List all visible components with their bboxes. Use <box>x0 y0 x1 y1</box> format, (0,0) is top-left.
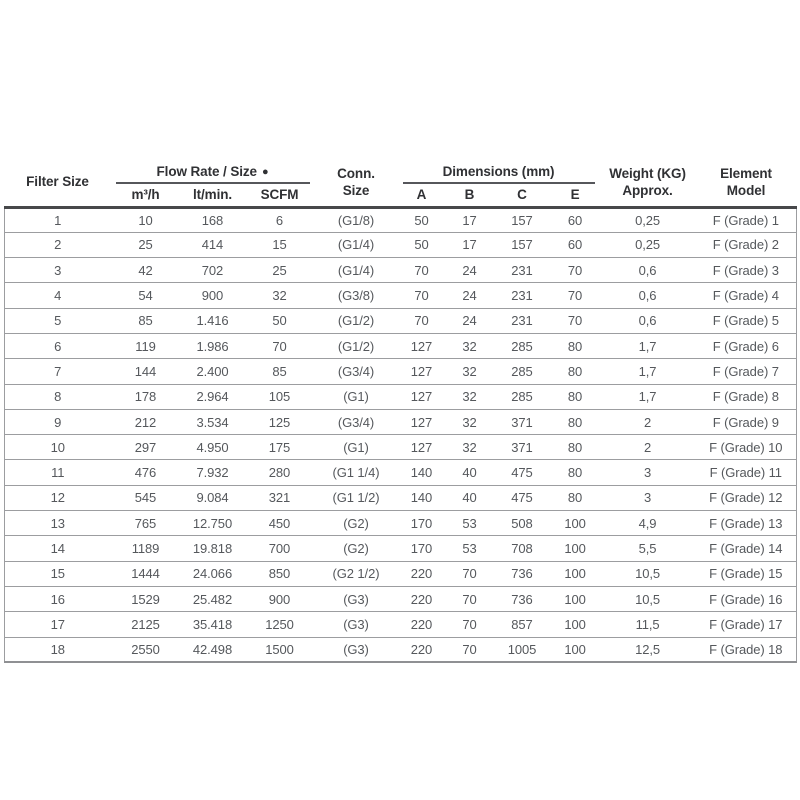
cell-filter-size: 15 <box>50 566 65 582</box>
weight-label-line2: Approx. <box>622 182 673 198</box>
cell-dim-e: 70 <box>567 288 583 304</box>
cell-dim-a: 220 <box>410 641 433 657</box>
cell-element-model: F (Grade) 6 <box>712 338 779 354</box>
cell-filter-size: 10 <box>50 439 65 455</box>
cell-weight-kg: 1,7 <box>638 389 657 405</box>
cell-flow-lt-min: 900 <box>201 288 224 304</box>
cell-flow-lt-min: 168 <box>201 212 224 228</box>
cell-dim-c: 736 <box>511 591 533 607</box>
cell-dim-c: 708 <box>511 541 533 556</box>
col-header-dim-b: B <box>464 187 475 203</box>
table-row <box>5 586 797 611</box>
cell-flow-scfm: 6 <box>275 212 284 228</box>
cell-dim-b: 40 <box>462 490 477 506</box>
cell-dim-b: 24 <box>462 313 477 329</box>
cell-weight-kg: 0,6 <box>638 313 657 329</box>
flow-rate-label: Flow Rate / Size <box>156 164 257 179</box>
cell-conn-size: (G1 1/2) <box>332 490 380 506</box>
cell-flow-m3h: 25 <box>138 237 153 253</box>
table-row <box>5 460 797 485</box>
cell-filter-size: 6 <box>54 338 62 354</box>
cell-element-model: F (Grade) 18 <box>709 641 783 657</box>
cell-element-model: F (Grade) 14 <box>709 541 783 556</box>
conn-size-label-line2: Size <box>342 182 370 198</box>
cell-weight-kg: 10,5 <box>635 591 660 607</box>
cell-filter-size: 17 <box>50 616 65 632</box>
cell-dim-c: 475 <box>511 465 533 481</box>
cell-weight-kg: 3 <box>643 490 652 506</box>
cell-dim-e: 100 <box>564 566 586 582</box>
cell-flow-scfm: 50 <box>272 313 287 329</box>
cell-element-model: F (Grade) 1 <box>712 212 779 228</box>
cell-dim-c: 157 <box>511 237 533 253</box>
element-model-label-line2: Model <box>726 182 766 198</box>
cell-flow-m3h: 545 <box>134 490 157 506</box>
cell-dim-e: 80 <box>567 490 583 506</box>
cell-dim-b: 32 <box>462 338 477 354</box>
cell-flow-scfm: 700 <box>268 541 291 556</box>
cell-weight-kg: 2 <box>643 439 652 455</box>
cell-dim-e: 70 <box>567 313 583 329</box>
cell-dim-c: 371 <box>511 439 533 455</box>
cell-element-model: F (Grade) 4 <box>712 288 779 304</box>
table-row <box>5 283 797 308</box>
cell-dim-e: 100 <box>564 541 586 556</box>
cell-dim-c: 736 <box>511 566 533 582</box>
col-header-weight <box>600 158 696 207</box>
cell-dim-a: 127 <box>410 338 433 354</box>
table-row <box>5 333 797 358</box>
cell-weight-kg: 11,5 <box>635 616 660 632</box>
cell-conn-size: (G1/4) <box>337 237 375 253</box>
cell-conn-size: (G1 1/4) <box>332 465 380 481</box>
cell-dim-b: 32 <box>462 414 477 430</box>
cell-element-model: F (Grade) 7 <box>712 363 779 379</box>
cell-dim-c: 508 <box>511 515 533 531</box>
cell-element-model: F (Grade) 13 <box>709 515 783 531</box>
cell-dim-b: 53 <box>462 541 477 556</box>
cell-dim-e: 100 <box>564 641 586 657</box>
table-row <box>5 511 797 536</box>
cell-flow-scfm: 15 <box>272 237 287 253</box>
cell-filter-size: 8 <box>54 389 62 405</box>
cell-dim-a: 220 <box>410 616 433 632</box>
cell-flow-lt-min: 3.534 <box>196 414 229 430</box>
cell-flow-lt-min: 1.986 <box>196 338 229 354</box>
cell-weight-kg: 4,9 <box>638 515 657 531</box>
cell-flow-lt-min: 12.750 <box>192 515 233 531</box>
table-body <box>5 207 797 662</box>
table-row <box>5 258 797 283</box>
col-header-scfm: SCFM <box>260 187 299 203</box>
table-row <box>5 384 797 409</box>
cell-flow-m3h: 1189 <box>131 541 160 556</box>
cell-flow-lt-min: 2.964 <box>196 389 229 405</box>
cell-conn-size: (G1/2) <box>337 313 375 329</box>
table-row <box>5 637 797 662</box>
cell-dim-e: 60 <box>567 212 583 228</box>
cell-conn-size: (G1/4) <box>337 262 375 278</box>
cell-weight-kg: 0,25 <box>635 212 660 228</box>
cell-element-model: F (Grade) 11 <box>709 465 782 481</box>
cell-dim-e: 80 <box>567 414 583 430</box>
cell-dim-b: 24 <box>462 262 477 278</box>
cell-weight-kg: 3 <box>643 465 652 481</box>
cell-dim-b: 17 <box>462 212 477 228</box>
cell-flow-m3h: 10 <box>138 212 153 228</box>
cell-dim-b: 17 <box>462 237 477 253</box>
cell-conn-size: (G1) <box>343 439 369 455</box>
cell-flow-scfm: 900 <box>268 591 291 607</box>
cell-flow-m3h: 212 <box>134 414 157 430</box>
table-row <box>5 435 797 460</box>
cell-dim-b: 40 <box>462 465 477 481</box>
cell-flow-m3h: 178 <box>134 389 157 405</box>
cell-flow-lt-min: 4.950 <box>196 439 229 455</box>
element-model-label-line1: Element <box>720 165 772 181</box>
table-row <box>5 207 797 232</box>
cell-dim-c: 857 <box>511 616 533 632</box>
cell-dim-b: 70 <box>462 641 477 657</box>
cell-dim-e: 100 <box>564 616 586 632</box>
col-header-element-model <box>696 158 797 207</box>
cell-dim-b: 32 <box>462 389 477 405</box>
col-header-m3h: m³/h <box>131 187 160 203</box>
cell-conn-size: (G1) <box>343 389 369 405</box>
filter-spec-table <box>4 158 797 663</box>
cell-element-model: F (Grade) 15 <box>709 566 783 582</box>
cell-dim-c: 285 <box>511 338 533 354</box>
cell-flow-lt-min: 2.400 <box>196 363 229 379</box>
cell-conn-size: (G1/8) <box>337 212 375 228</box>
cell-dim-a: 70 <box>414 288 429 304</box>
conn-size-label-line1: Conn. <box>337 165 375 181</box>
cell-flow-scfm: 125 <box>268 414 291 430</box>
table-row <box>5 485 797 510</box>
dimensions-group-label <box>403 164 595 184</box>
col-header-dim-c: C <box>517 187 527 203</box>
cell-dim-e: 60 <box>567 237 583 253</box>
cell-filter-size: 3 <box>54 262 62 278</box>
cell-flow-lt-min: 35.418 <box>192 616 233 632</box>
cell-dim-e: 80 <box>567 465 583 481</box>
cell-conn-size: (G3) <box>343 591 369 607</box>
table-row <box>5 561 797 586</box>
cell-flow-scfm: 70 <box>272 338 287 354</box>
cell-flow-m3h: 54 <box>138 288 153 304</box>
cell-filter-size: 14 <box>50 541 65 556</box>
cell-filter-size: 9 <box>54 414 62 430</box>
cell-conn-size: (G2) <box>343 515 369 531</box>
cell-weight-kg: 10,5 <box>635 566 660 582</box>
cell-dim-e: 80 <box>567 389 583 405</box>
cell-dim-a: 140 <box>410 490 433 506</box>
col-group-flow-rate <box>111 158 315 184</box>
cell-element-model: F (Grade) 2 <box>712 237 779 253</box>
cell-flow-scfm: 175 <box>268 439 291 455</box>
cell-dim-a: 70 <box>414 262 429 278</box>
cell-flow-lt-min: 1.416 <box>196 313 229 329</box>
cell-weight-kg: 1,7 <box>638 363 657 379</box>
cell-filter-size: 18 <box>50 641 65 657</box>
cell-flow-m3h: 476 <box>134 465 157 481</box>
cell-dim-a: 127 <box>410 389 433 405</box>
cell-dim-a: 220 <box>410 591 433 607</box>
cell-element-model: F (Grade) 5 <box>712 313 779 329</box>
cell-flow-scfm: 850 <box>268 566 291 582</box>
cell-conn-size: (G3/8) <box>337 288 375 304</box>
cell-filter-size: 11 <box>51 465 65 481</box>
cell-flow-scfm: 105 <box>268 389 291 405</box>
cell-dim-a: 127 <box>410 439 433 455</box>
cell-conn-size: (G2) <box>343 541 369 556</box>
cell-flow-lt-min: 414 <box>201 237 224 253</box>
cell-conn-size: (G3) <box>343 641 369 657</box>
cell-dim-e: 80 <box>567 439 583 455</box>
cell-dim-a: 170 <box>410 515 433 531</box>
cell-filter-size: 7 <box>54 363 62 379</box>
cell-flow-m3h: 42 <box>138 262 153 278</box>
cell-filter-size: 12 <box>50 490 65 506</box>
cell-flow-scfm: 321 <box>268 490 291 506</box>
cell-dim-a: 170 <box>410 541 433 556</box>
col-header-dim-a: A <box>416 187 427 203</box>
cell-dim-e: 80 <box>567 363 583 379</box>
table-row <box>5 409 797 434</box>
cell-flow-scfm: 1500 <box>265 641 294 657</box>
cell-dim-c: 231 <box>511 288 533 304</box>
cell-flow-lt-min: 42.498 <box>192 641 233 657</box>
col-group-dimensions <box>398 158 600 184</box>
col-header-dim-e: E <box>570 187 580 203</box>
filled-circle-bullet-icon: ● <box>261 166 269 178</box>
cell-weight-kg: 1,7 <box>638 338 657 354</box>
cell-flow-lt-min: 19.818 <box>192 541 233 556</box>
cell-flow-lt-min: 702 <box>201 262 224 278</box>
cell-filter-size: 4 <box>54 288 62 304</box>
cell-dim-b: 70 <box>462 591 477 607</box>
table-row <box>5 536 797 561</box>
cell-flow-m3h: 1444 <box>131 566 160 582</box>
cell-conn-size: (G3/4) <box>337 414 375 430</box>
cell-dim-c: 157 <box>511 212 533 228</box>
cell-element-model: F (Grade) 12 <box>709 490 783 506</box>
cell-weight-kg: 2 <box>643 414 652 430</box>
col-header-conn-size <box>315 158 398 207</box>
table-header <box>5 158 797 207</box>
cell-dim-e: 100 <box>564 591 586 607</box>
cell-conn-size: (G3/4) <box>337 363 375 379</box>
cell-dim-e: 80 <box>567 338 583 354</box>
flow-rate-group-label <box>116 164 310 184</box>
table-row <box>5 308 797 333</box>
cell-dim-a: 140 <box>410 465 433 481</box>
table-row <box>5 232 797 257</box>
cell-dim-c: 285 <box>511 389 533 405</box>
cell-dim-a: 70 <box>414 313 429 329</box>
dimensions-label: Dimensions (mm) <box>442 164 555 179</box>
cell-dim-b: 70 <box>462 616 477 632</box>
cell-flow-m3h: 2125 <box>131 616 160 632</box>
cell-filter-size: 16 <box>50 591 65 607</box>
cell-dim-b: 32 <box>462 363 477 379</box>
cell-dim-c: 231 <box>511 262 533 278</box>
cell-flow-scfm: 85 <box>272 363 287 379</box>
cell-dim-e: 100 <box>564 515 586 531</box>
cell-dim-a: 50 <box>414 212 429 228</box>
cell-weight-kg: 0,6 <box>638 262 657 278</box>
cell-element-model: F (Grade) 16 <box>709 591 783 607</box>
cell-flow-scfm: 450 <box>268 515 291 531</box>
cell-filter-size: 13 <box>50 515 65 531</box>
cell-filter-size: 1 <box>54 212 62 228</box>
cell-flow-m3h: 297 <box>134 439 157 455</box>
cell-flow-m3h: 1529 <box>131 591 160 607</box>
cell-flow-lt-min: 25.482 <box>192 591 233 607</box>
cell-dim-a: 50 <box>414 237 429 253</box>
cell-element-model: F (Grade) 3 <box>712 262 779 278</box>
cell-weight-kg: 5,5 <box>638 541 657 556</box>
cell-dim-c: 475 <box>511 490 533 506</box>
cell-flow-m3h: 85 <box>138 313 153 329</box>
table-row <box>5 359 797 384</box>
cell-dim-b: 24 <box>462 288 477 304</box>
cell-dim-c: 1005 <box>507 641 537 657</box>
cell-conn-size: (G2 1/2) <box>332 566 380 582</box>
cell-filter-size: 5 <box>54 313 62 329</box>
cell-filter-size: 2 <box>54 237 62 253</box>
cell-dim-c: 371 <box>511 414 533 430</box>
cell-flow-lt-min: 9.084 <box>196 490 229 506</box>
cell-dim-c: 231 <box>511 313 533 329</box>
header-row-groups <box>5 158 797 184</box>
cell-element-model: F (Grade) 8 <box>712 389 779 405</box>
cell-flow-m3h: 144 <box>134 363 157 379</box>
cell-dim-a: 127 <box>410 363 433 379</box>
cell-flow-lt-min: 24.066 <box>192 566 233 582</box>
cell-dim-b: 70 <box>462 566 477 582</box>
cell-flow-scfm: 1250 <box>265 616 294 632</box>
cell-flow-lt-min: 7.932 <box>196 465 229 481</box>
weight-label-line1: Weight (KG) <box>609 165 686 181</box>
cell-dim-a: 127 <box>410 414 433 430</box>
col-header-filter-size: Filter Size <box>26 174 89 190</box>
cell-flow-m3h: 2550 <box>131 641 160 657</box>
cell-flow-m3h: 765 <box>134 515 157 531</box>
cell-element-model: F (Grade) 9 <box>712 414 779 430</box>
cell-conn-size: (G1/2) <box>337 338 375 354</box>
cell-weight-kg: 0,25 <box>635 237 660 253</box>
cell-flow-scfm: 280 <box>268 465 291 481</box>
cell-flow-scfm: 25 <box>272 262 287 278</box>
cell-element-model: F (Grade) 10 <box>709 439 783 455</box>
cell-weight-kg: 0,6 <box>638 288 657 304</box>
col-header-lt-min: lt/min. <box>192 187 233 203</box>
cell-dim-a: 220 <box>410 566 433 582</box>
cell-dim-c: 285 <box>511 363 533 379</box>
cell-dim-b: 53 <box>462 515 477 531</box>
cell-conn-size: (G3) <box>343 616 369 632</box>
cell-dim-b: 32 <box>462 439 477 455</box>
cell-element-model: F (Grade) 17 <box>709 616 783 632</box>
cell-flow-scfm: 32 <box>272 288 287 304</box>
cell-dim-e: 70 <box>567 262 583 278</box>
table-row <box>5 612 797 637</box>
cell-flow-m3h: 119 <box>135 338 156 354</box>
cell-weight-kg: 12,5 <box>635 641 660 657</box>
